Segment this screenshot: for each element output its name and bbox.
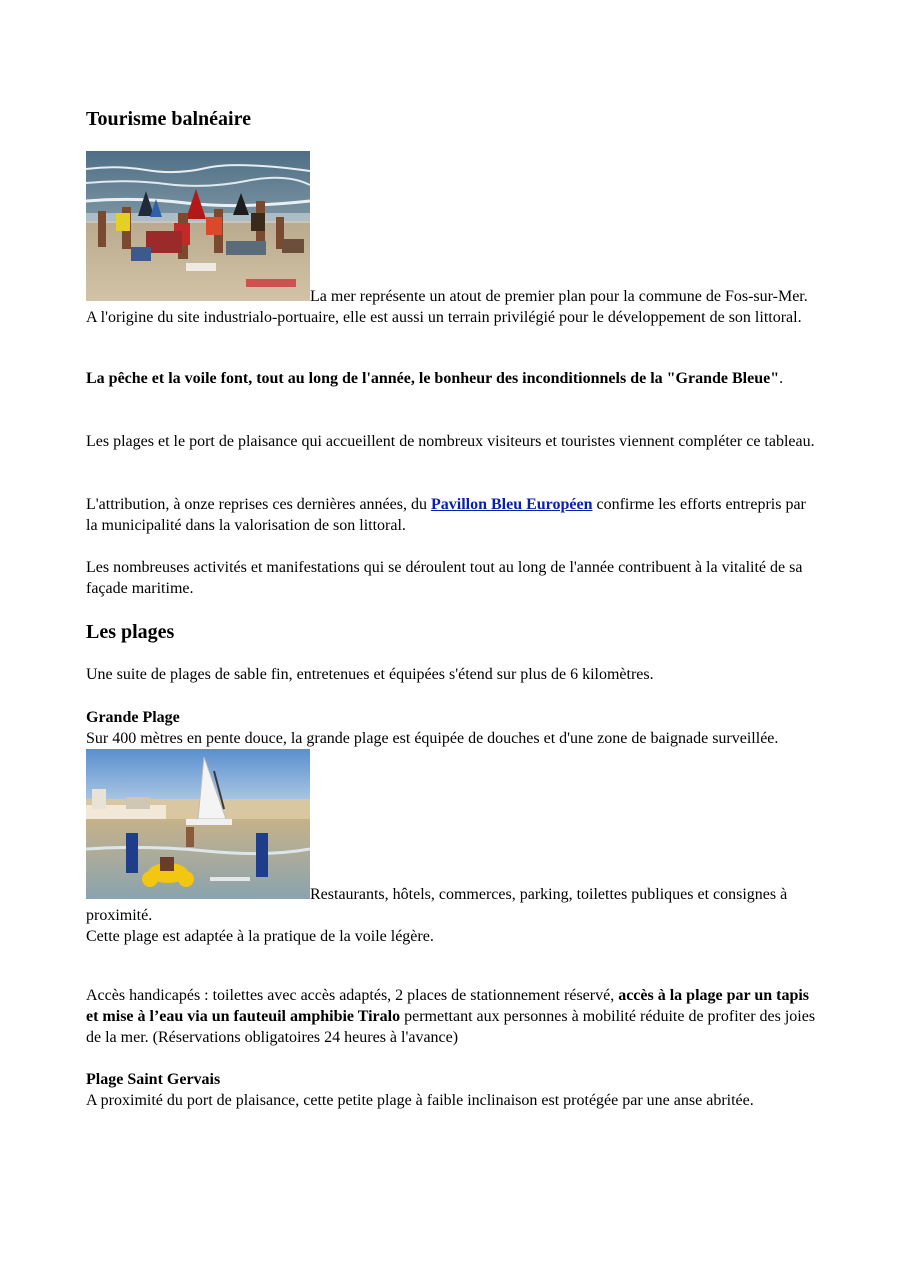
beach-sailboat-photo xyxy=(86,749,310,899)
beach-crowd-photo xyxy=(86,151,310,301)
access-text-after: permettant aux personnes à mobilité réduite de profiter des joies de la mer. (Réservations obligatoires 24 heures à l'avance) xyxy=(86,1008,816,1046)
section-title-tourisme: Tourisme balnéaire xyxy=(86,108,252,130)
grande-plage-text: Sur 400 mètres en pente douce, la grande plage est équipée de douches et d'une zone de baignade surveillée. xyxy=(86,730,779,747)
saint-gervais-title: Plage Saint Gervais xyxy=(86,1071,221,1088)
section-title-plages: Les plages xyxy=(86,621,175,643)
plages-intro-paragraph: Une suite de plages de sable fin, entretenues et équipées s'étend sur plus de 6 kilomètres. xyxy=(86,666,654,683)
saint-gervais-text: A proximité du port de plaisance, cette petite plage à faible inclinaison est protégée par une anse abritée. xyxy=(86,1092,754,1109)
grande-plage-title: Grande Plage xyxy=(86,709,180,726)
access-paragraph xyxy=(86,985,816,1048)
peche-voile-paragraph xyxy=(86,368,816,389)
intro-text: La mer représente un atout de premier plan pour la commune de Fos-sur-Mer. A l'origine du site industrialo-portuaire, elle est aussi un terrain privilégié pour le développement de son littoral. xyxy=(86,288,808,326)
access-bold: accès à la plage par un tapis et mise à l’eau via un fauteuil amphibie Tiralo xyxy=(86,987,810,1025)
pavillon-text-before: L'attribution, à onze reprises ces dernières années, du xyxy=(86,496,431,513)
intro-paragraph xyxy=(86,151,816,328)
grande-plage-paragraph xyxy=(86,707,816,947)
peche-voile-end: . xyxy=(779,370,784,387)
pavillon-text-after: confirme les efforts entrepris par la municipalité dans la valorisation de son littoral. xyxy=(86,496,806,534)
grande-plage-services: Restaurants, hôtels, commerces, parking, toilettes publiques et consignes à proximité. xyxy=(86,886,788,924)
grande-plage-voile: Cette plage est adaptée à la pratique de la voile légère. xyxy=(86,928,434,945)
saint-gervais-paragraph xyxy=(86,1069,816,1111)
access-text-before: Accès handicapés : toilettes avec accès adaptés, 2 places de stationnement réservé, xyxy=(86,987,619,1004)
pavillon-bleu-link[interactable]: Pavillon Bleu Européen xyxy=(430,496,593,513)
pavillon-paragraph xyxy=(86,494,816,536)
peche-voile-bold: La pêche et la voile font, tout au long de l'année, le bonheur des inconditionnels de la "Grande Bleue" xyxy=(86,370,780,387)
plages-port-paragraph: Les plages et le port de plaisance qui accueillent de nombreux visiteurs et touristes viennent compléter ce tableau. xyxy=(86,433,815,450)
activites-paragraph: Les nombreuses activités et manifestations qui se déroulent tout au long de l'année contribuent à la vitalité de sa façade maritime. xyxy=(86,559,803,597)
